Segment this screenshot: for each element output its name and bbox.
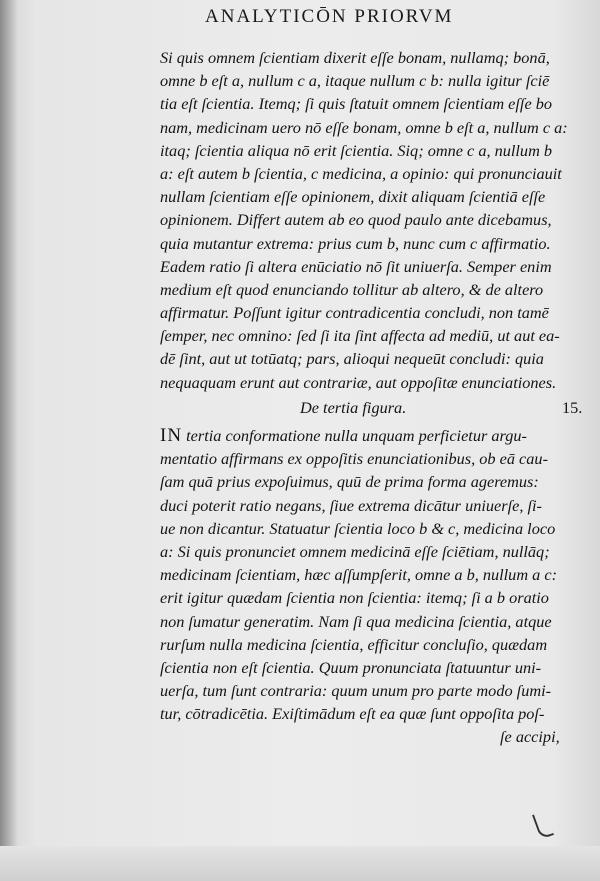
initial-capital: IN — [160, 425, 183, 446]
binding-shadow — [0, 0, 18, 881]
text-line: medium eſt quod enunciando tollitur ab altero, & de altero — [160, 279, 544, 299]
text-line: medicinam ſcientiam, hæc aſſumpſerit, omne a b, nullum a c: — [160, 565, 558, 585]
text-line: ſcientia non eſt ſcientia. Quum pronunciata ſtatuuntur uni- — [160, 657, 542, 677]
text-line: nam, medicinam uero nō eſſe bonam, omne b eſt a, nullum c a: — [160, 117, 568, 137]
text-line: Eadem ratio ſi altera enūciatio nō ſit uniuerſa. Semper enim — [160, 256, 552, 276]
text-line: uerſa, tum ſunt contraria: quum unum pro parte modo ſumi- — [160, 681, 552, 701]
text-line: affirmatur. Poſſunt igitur contradicentia concludi, non tamē — [160, 303, 549, 323]
text-line: itaq; ſcientia aliqua nō erit ſcientia. Siq; omne c a, nullum b — [160, 140, 553, 160]
page-number: 15. — [562, 398, 583, 417]
ink-mark — [532, 810, 554, 839]
text-line — [160, 424, 590, 447]
text-line: ſam quā prius expoſuimus, quū de prima forma ageremus: — [160, 472, 539, 492]
text-line: omne b eſt a, nullum c a, itaque nullum c b: nulla igitur ſciē — [160, 71, 550, 91]
section-heading: De tertia figura. — [300, 398, 407, 417]
text-line: ſemper, nec omnino: ſed ſi ita ſint affecta ad mediū, ut aut ea- — [160, 326, 560, 346]
first-line-text: tertia conformatione nulla unquam perficietur argu- — [182, 426, 527, 445]
text-line: duci poterit ratio negans, ſiue extrema dicātur uniuerſe, ſi- — [160, 495, 542, 515]
text-block-2 — [160, 424, 590, 749]
text-line: non ſumatur generatim. Nam ſi qua medicina ſcientia, atque — [160, 611, 552, 631]
text-line: rurſum nulla medicina ſcientia, efficitur concluſio, quædam — [160, 634, 548, 654]
text-block-1 — [160, 46, 590, 394]
section-heading-row — [160, 398, 590, 422]
text-line: ue non dicantur. Statuatur ſcientia loco b & c, medicina loco — [160, 518, 556, 538]
running-head: ANALYTICŌN PRIORVM — [205, 6, 454, 27]
text-line: a: Si quis pronunciet omnem medicinā eſſe ſciētiam, nullāq; — [160, 541, 550, 561]
text-line: Si quis omnem ſcientiam dixerit eſſe bonam, nullamq; bonā, — [160, 48, 550, 67]
text-line: tur, cōtradicētia. Exiſtimādum eſt ea quæ ſunt oppoſita poſ- — [160, 704, 545, 724]
text-line: a: eſt autem b ſcientia, c medicina, a opinio: qui pronunciauit — [160, 163, 562, 183]
text-line: nullam ſcientiam eſſe opinionem, dixit aliquam ſcientiā eſſe — [160, 187, 546, 207]
text-line: tia eſt ſcientia. Itemq; ſi quis ſtatuit omnem ſcientiam eſſe bo — [160, 94, 553, 114]
page-bottom-edge — [0, 846, 600, 881]
text-line: nequaquam erunt aut contrariæ, aut oppoſitæ enunciationes. — [160, 372, 557, 392]
catchword-line: ſe accipi, — [500, 727, 560, 747]
text-line: dē ſint, aut ut totūatq; pars, alioqui nequeūt concludi: quia — [160, 349, 544, 369]
text-line: mentatio affirmans ex oppoſitis enunciationibus, ob eā cau- — [160, 449, 548, 469]
text-line: erit igitur quædam ſcientia non ſcientia: itemq; ſi a b oratio — [160, 588, 549, 608]
text-line: quia mutantur extrema: prius cum b, nunc cum c affirmatio. — [160, 233, 551, 253]
text-line: opinionem. Differt autem ab eo quod paulo ante dicebamus, — [160, 210, 552, 230]
